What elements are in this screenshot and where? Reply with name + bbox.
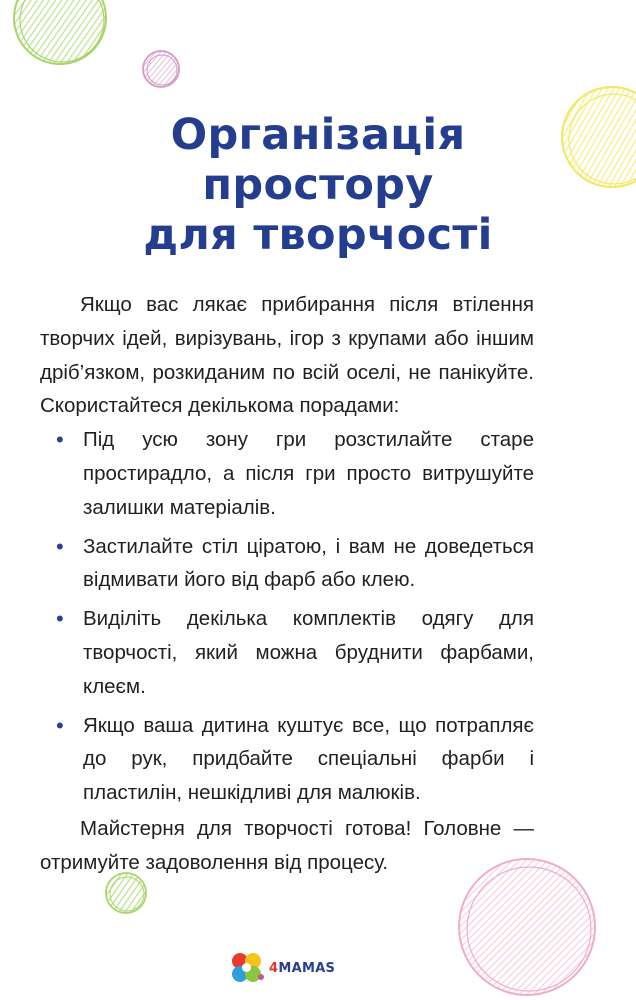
title-line-1: Організація: [170, 110, 466, 160]
tip-text: Виділіть декілька комплектів одягу для творчості, який можна бруднити фарбами, клеєм.: [83, 607, 534, 698]
page-title: [0, 110, 636, 260]
title-line-2: простору: [202, 160, 434, 210]
tip-text: Під усю зону гри розстилайте старе простирадло, а після гри просто витрушуйте залишки матеріалів.: [83, 428, 534, 519]
publisher-logo: [227, 948, 335, 988]
logo-number: 4: [269, 960, 279, 976]
bullet-icon: •: [56, 533, 64, 559]
tips-list: [40, 423, 534, 810]
bullet-icon: •: [56, 606, 64, 632]
tip-item: [40, 530, 534, 598]
bullet-icon: •: [56, 712, 64, 738]
tip-item: [40, 602, 534, 703]
clover-flower-icon: [227, 950, 267, 986]
body-text: [40, 288, 534, 880]
tip-item: [40, 423, 534, 524]
logo-wordmark: [269, 961, 335, 976]
title-line-3: для творчості: [143, 210, 493, 260]
bullet-icon: •: [56, 427, 64, 453]
tip-text: Застилайте стіл ціратою, і вам не доведеться відмивати його від фарб або клею.: [83, 534, 534, 592]
intro-paragraph: Якщо вас лякає прибирання після втілення творчих ідей, вирізувань, ігор з крупами або іншим дріб’язком, розкиданим по всій оселі, не панікуйте. Скористайтеся декількома порадами:: [40, 293, 534, 418]
tip-text: Якщо ваша дитина куштує все, що потрапляє до рук, придбайте спеціальні фарби і пластилін, нешкідливі для малюків.: [83, 713, 534, 805]
logo-word: MAMAS: [278, 960, 336, 976]
tip-item: [40, 709, 534, 810]
green-circle-top-icon: [14, 0, 106, 64]
pink-circle-small-icon: [143, 51, 179, 87]
outro-paragraph: Майстерня для творчості готова! Головне — отримуйте задоволення від процесу.: [40, 816, 534, 874]
